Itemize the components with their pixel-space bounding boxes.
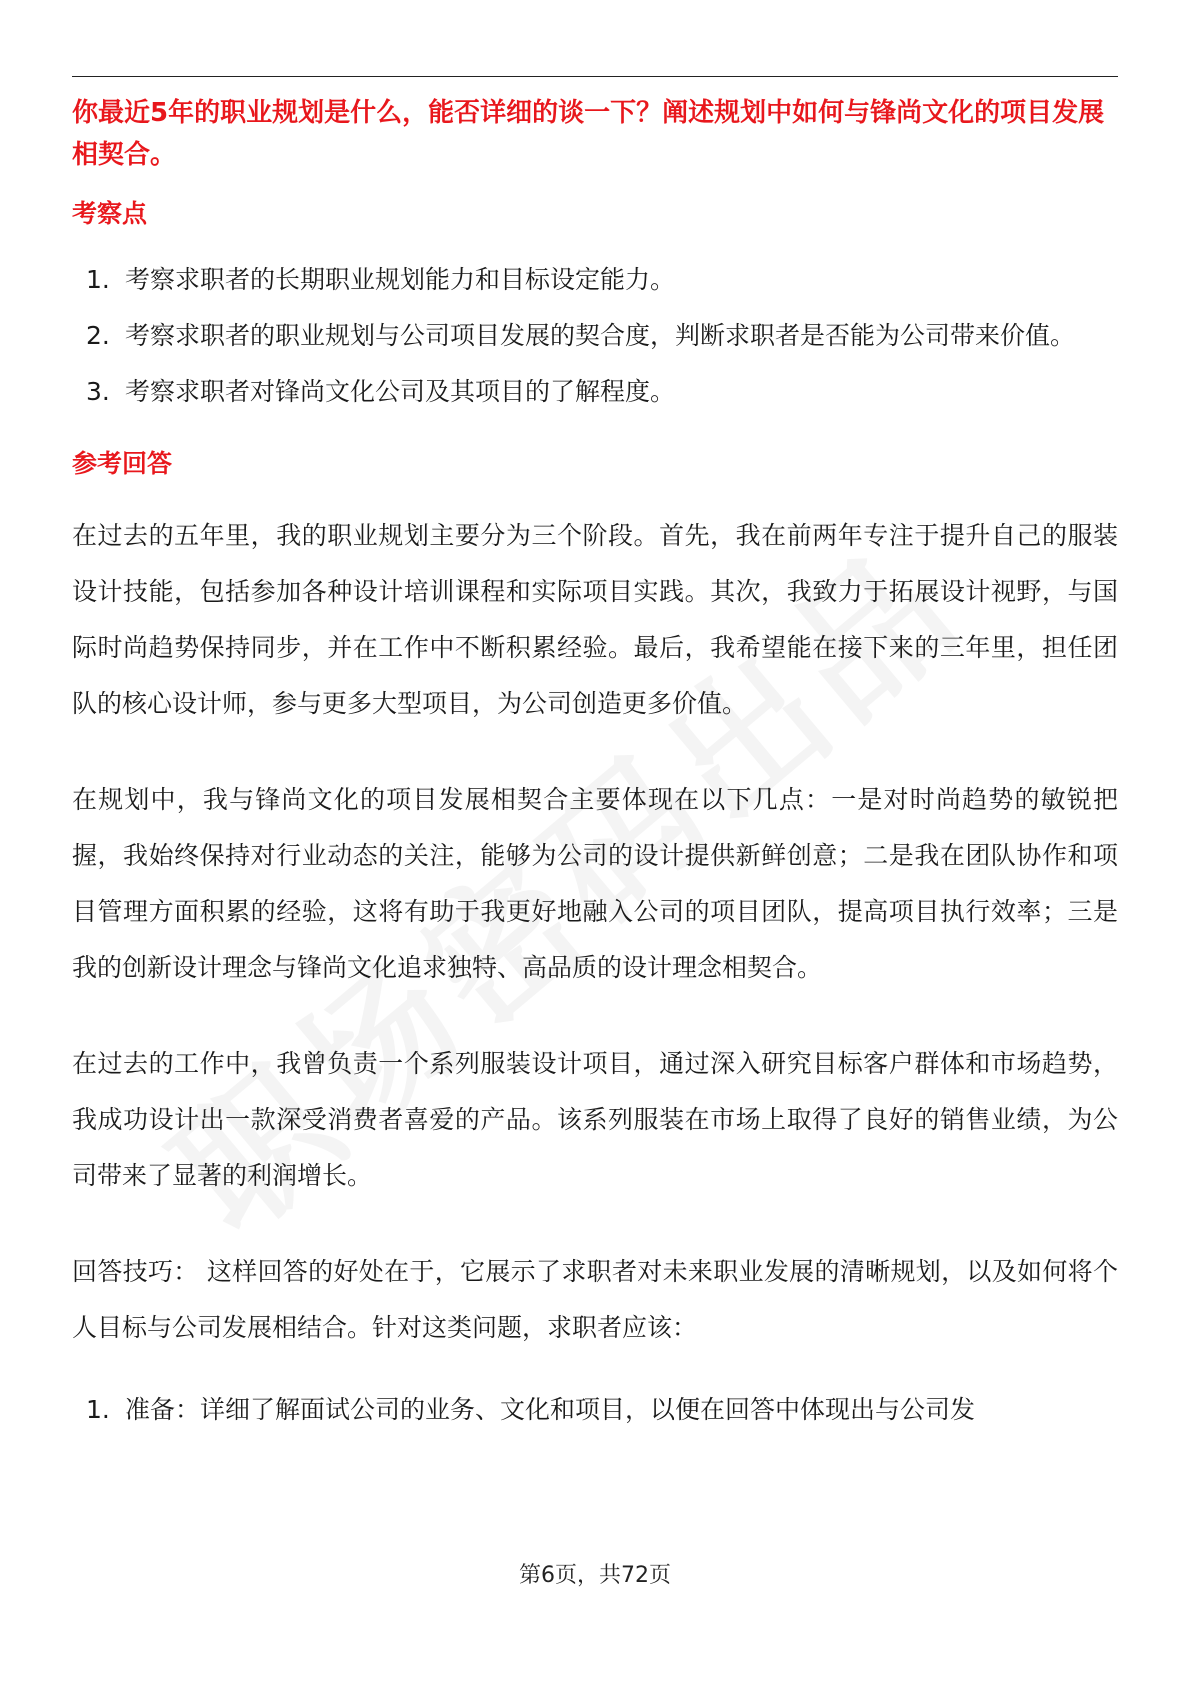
reference-answer-heading: 参考回答 (72, 449, 173, 478)
list-item-text: 考察求职者的职业规划与公司项目发展的契合度，判断求职者是否能为公司带来价值。 (125, 321, 1076, 350)
list-item-number: 2. (86, 321, 110, 350)
list-item (72, 1382, 1118, 1438)
exam-points-list (72, 252, 1118, 420)
answer-paragraph: 在规划中，我与锋尚文化的项目发展相契合主要体现在以下几点：一是对时尚趋势的敏锐把握，我始终保持对行业动态的关注，能够为公司的设计提供新鲜创意；二是我在团队协作和项目管理方面积累的经验，这将有助于我更好地融入公司的项目团队，提高项目执行效率；三是我的创新设计理念与锋尚文化追求独特、高品质的设计理念相契合。 (72, 785, 1118, 982)
list-item-number: 1. (86, 1395, 110, 1424)
list-item (72, 364, 1118, 420)
list-item-number: 1. (86, 265, 110, 294)
header-rule (72, 76, 1118, 77)
list-item-text: 准备：详细了解面试公司的业务、文化和项目，以便在回答中体现出与公司发 (125, 1395, 976, 1424)
list-item (72, 252, 1118, 308)
exam-points-heading: 考察点 (72, 199, 148, 228)
list-item-text: 考察求职者对锋尚文化公司及其项目的了解程度。 (125, 377, 676, 406)
page-number-footer: 第6页，共72页 (519, 1563, 671, 1588)
list-item (72, 308, 1118, 364)
answer-paragraph: 在过去的五年里，我的职业规划主要分为三个阶段。首先，我在前两年专注于提升自己的服装设计技能，包括参加各种设计培训课程和实际项目实践。其次，我致力于拓展设计视野，与国际时尚趋势保持同步，并在工作中不断积累经验。最后，我希望能在接下来的三年里，担任团队的核心设计师，参与更多大型项目，为公司创造更多价值。 (72, 521, 1118, 718)
interview-question: 你最近5年的职业规划是什么，能否详细的谈一下？阐述规划中如何与锋尚文化的项目发展相契合。 (72, 98, 1105, 170)
list-item-text: 考察求职者的长期职业规划能力和目标设定能力。 (125, 265, 676, 294)
list-item-number: 3. (86, 377, 110, 406)
tips-list (72, 1382, 1118, 1438)
answer-paragraph: 在过去的工作中，我曾负责一个系列服装设计项目，通过深入研究目标客户群体和市场趋势，我成功设计出一款深受消费者喜爱的产品。该系列服装在市场上取得了良好的销售业绩，为公司带来了显著的利润增长。 (72, 1049, 1118, 1190)
page-content (72, 92, 1118, 1438)
answer-tips-paragraph: 回答技巧： 这样回答的好处在于，它展示了求职者对未来职业发展的清晰规划，以及如何将个人目标与公司发展相结合。针对这类问题，求职者应该： (72, 1257, 1118, 1342)
